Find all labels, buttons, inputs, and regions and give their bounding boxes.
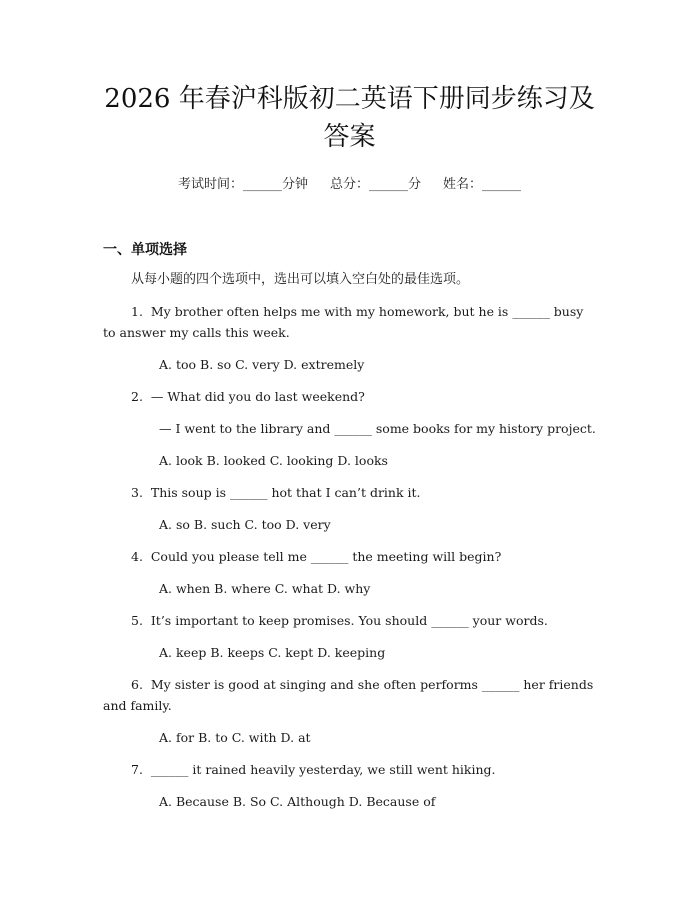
question-item [103,301,596,375]
question-options: A. Because B. So C. Although D. Because of [159,794,436,809]
question-list [103,301,596,812]
student-name-field: 姓名：______ [443,177,522,192]
section-instruction: 从每小题的四个选项中，选出可以填入空白处的最佳选项。 [131,272,470,287]
question-item [103,386,596,471]
question-options: A. look B. looked C. looking D. looks [159,453,388,468]
page-title: 2026 年春沪科版初二英语下册同步练习及答案 [104,84,595,152]
question-stem: 4. Could you please tell me ______ the meeting will begin? [131,549,502,564]
section-heading: 一、单项选择 [103,242,187,258]
total-score-field: 总分：______分 [329,177,421,192]
exam-info-line [103,174,596,196]
question-options: A. when B. where C. what D. why [159,581,371,596]
question-stem: 3. This soup is ______ hot that I can’t drink it. [131,485,421,500]
exam-time-field: 考试时间：______分钟 [177,177,308,192]
question-stem: 6. My sister is good at singing and she often performs ______ her friends and family. [103,677,598,713]
question-continuation: — I went to the library and ______ some books for my history project. [159,421,596,436]
question-stem: 1. My brother often helps me with my homework, but he is ______ busy to answer my calls this week. [103,304,588,340]
question-stem: 5. It’s important to keep promises. You should ______ your words. [131,613,548,628]
question-stem: 7. ______ it rained heavily yesterday, we still went hiking. [131,762,496,777]
question-options: A. for B. to C. with D. at [159,730,311,745]
question-item [103,674,596,748]
question-options: A. too B. so C. very D. extremely [159,357,365,372]
question-item [103,610,596,663]
question-options: A. keep B. keeps C. kept D. keeping [159,645,386,660]
question-item [103,546,596,599]
question-item [103,759,596,812]
question-stem: 2. — What did you do last weekend? [131,389,365,404]
question-item [103,482,596,535]
question-options: A. so B. such C. too D. very [159,517,331,532]
